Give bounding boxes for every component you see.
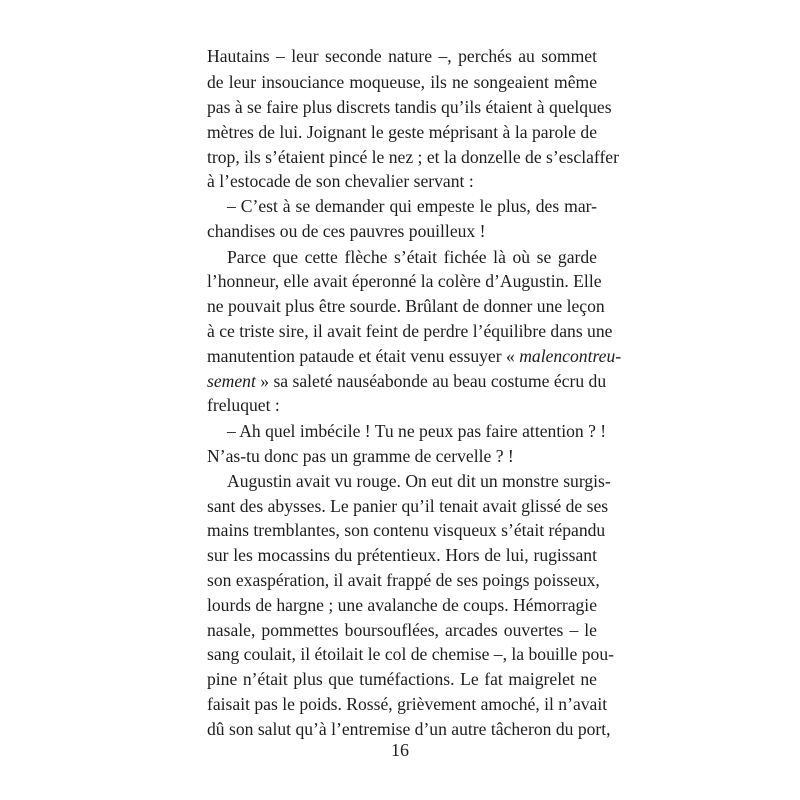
text-line: Augustin avait vu rouge. On eut dit un monstre surgis- [227, 471, 611, 491]
text-line [207, 369, 607, 393]
text-line: pas à se faire plus discrets tandis qu’ils étaient à quelques [207, 97, 612, 117]
text-line: mains tremblantes, son contenu visqueux s’était répandu [207, 520, 606, 540]
text-span: » sa saleté nauséabonde au beau costume écru du [255, 371, 607, 391]
text-line: à l’estocade de son chevalier servant : [207, 171, 474, 191]
page-number: 16 [391, 740, 409, 760]
text-line: Hautains – leur seconde nature –, perchés au sommet [207, 46, 597, 66]
text-line: son exaspération, il avait frappé de ses poings poisseux, [207, 570, 600, 590]
text-line: lourds de hargne ; une avalanche de coups. Hémorragie [207, 595, 598, 615]
text-line: N’as-tu donc pas un gramme de cervelle ? ! [207, 446, 514, 466]
text-span: manutention pataude et était venu essuyer « [207, 346, 520, 366]
text-line: ne pouvait plus être sourde. Brûlant de donner une leçon [207, 296, 605, 316]
text-line: – C’est à se demander qui empeste le plus, des mar- [227, 196, 597, 216]
text-line: trop, ils s’étaient pincé le nez ; et la donzelle de s’esclaffer [207, 147, 619, 167]
text-line: sur les mocassins du prétentieux. Hors de lui, rugissant [207, 545, 597, 565]
text-line: sant des abysses. Le panier qu’il tenait avait glissé de ses [207, 496, 609, 516]
text-line: sang coulait, il étoilait le col de chemise –, la bouille pou- [207, 644, 614, 664]
italic-word: malencontreu- [519, 346, 622, 366]
text-line: Parce que cette flèche s’était fichée là où se garde [227, 247, 597, 267]
text-line: freluquet : [207, 395, 280, 415]
italic-word: sement [207, 371, 256, 391]
text-line [207, 344, 622, 368]
text-line: l’honneur, elle avait éperonné la colère d’Augustin. Elle [207, 271, 602, 291]
text-line: de leur insouciance moqueuse, ils ne songeaient même [207, 72, 597, 92]
text-line: mètres de lui. Joignant le geste méprisant à la parole de [207, 122, 597, 142]
text-line: à ce triste sire, il avait feint de perdre l’équilibre dans une [207, 321, 613, 341]
text-line: dû son salut qu’à l’entremise d’un autre tâcheron du port, [207, 719, 611, 739]
text-line: – Ah quel imbécile ! Tu ne peux pas faire attention ? ! [227, 421, 607, 441]
text-line: pine n’était plus que tuméfactions. Le fat maigrelet ne [207, 669, 597, 689]
text-line: faisait pas le poids. Rossé, grièvement amoché, il n’avait [207, 694, 608, 714]
text-line: chandises ou de ces pauvres pouilleux ! [207, 221, 486, 241]
text-line: nasale, pommettes boursouflées, arcades ouvertes – le [207, 620, 597, 640]
